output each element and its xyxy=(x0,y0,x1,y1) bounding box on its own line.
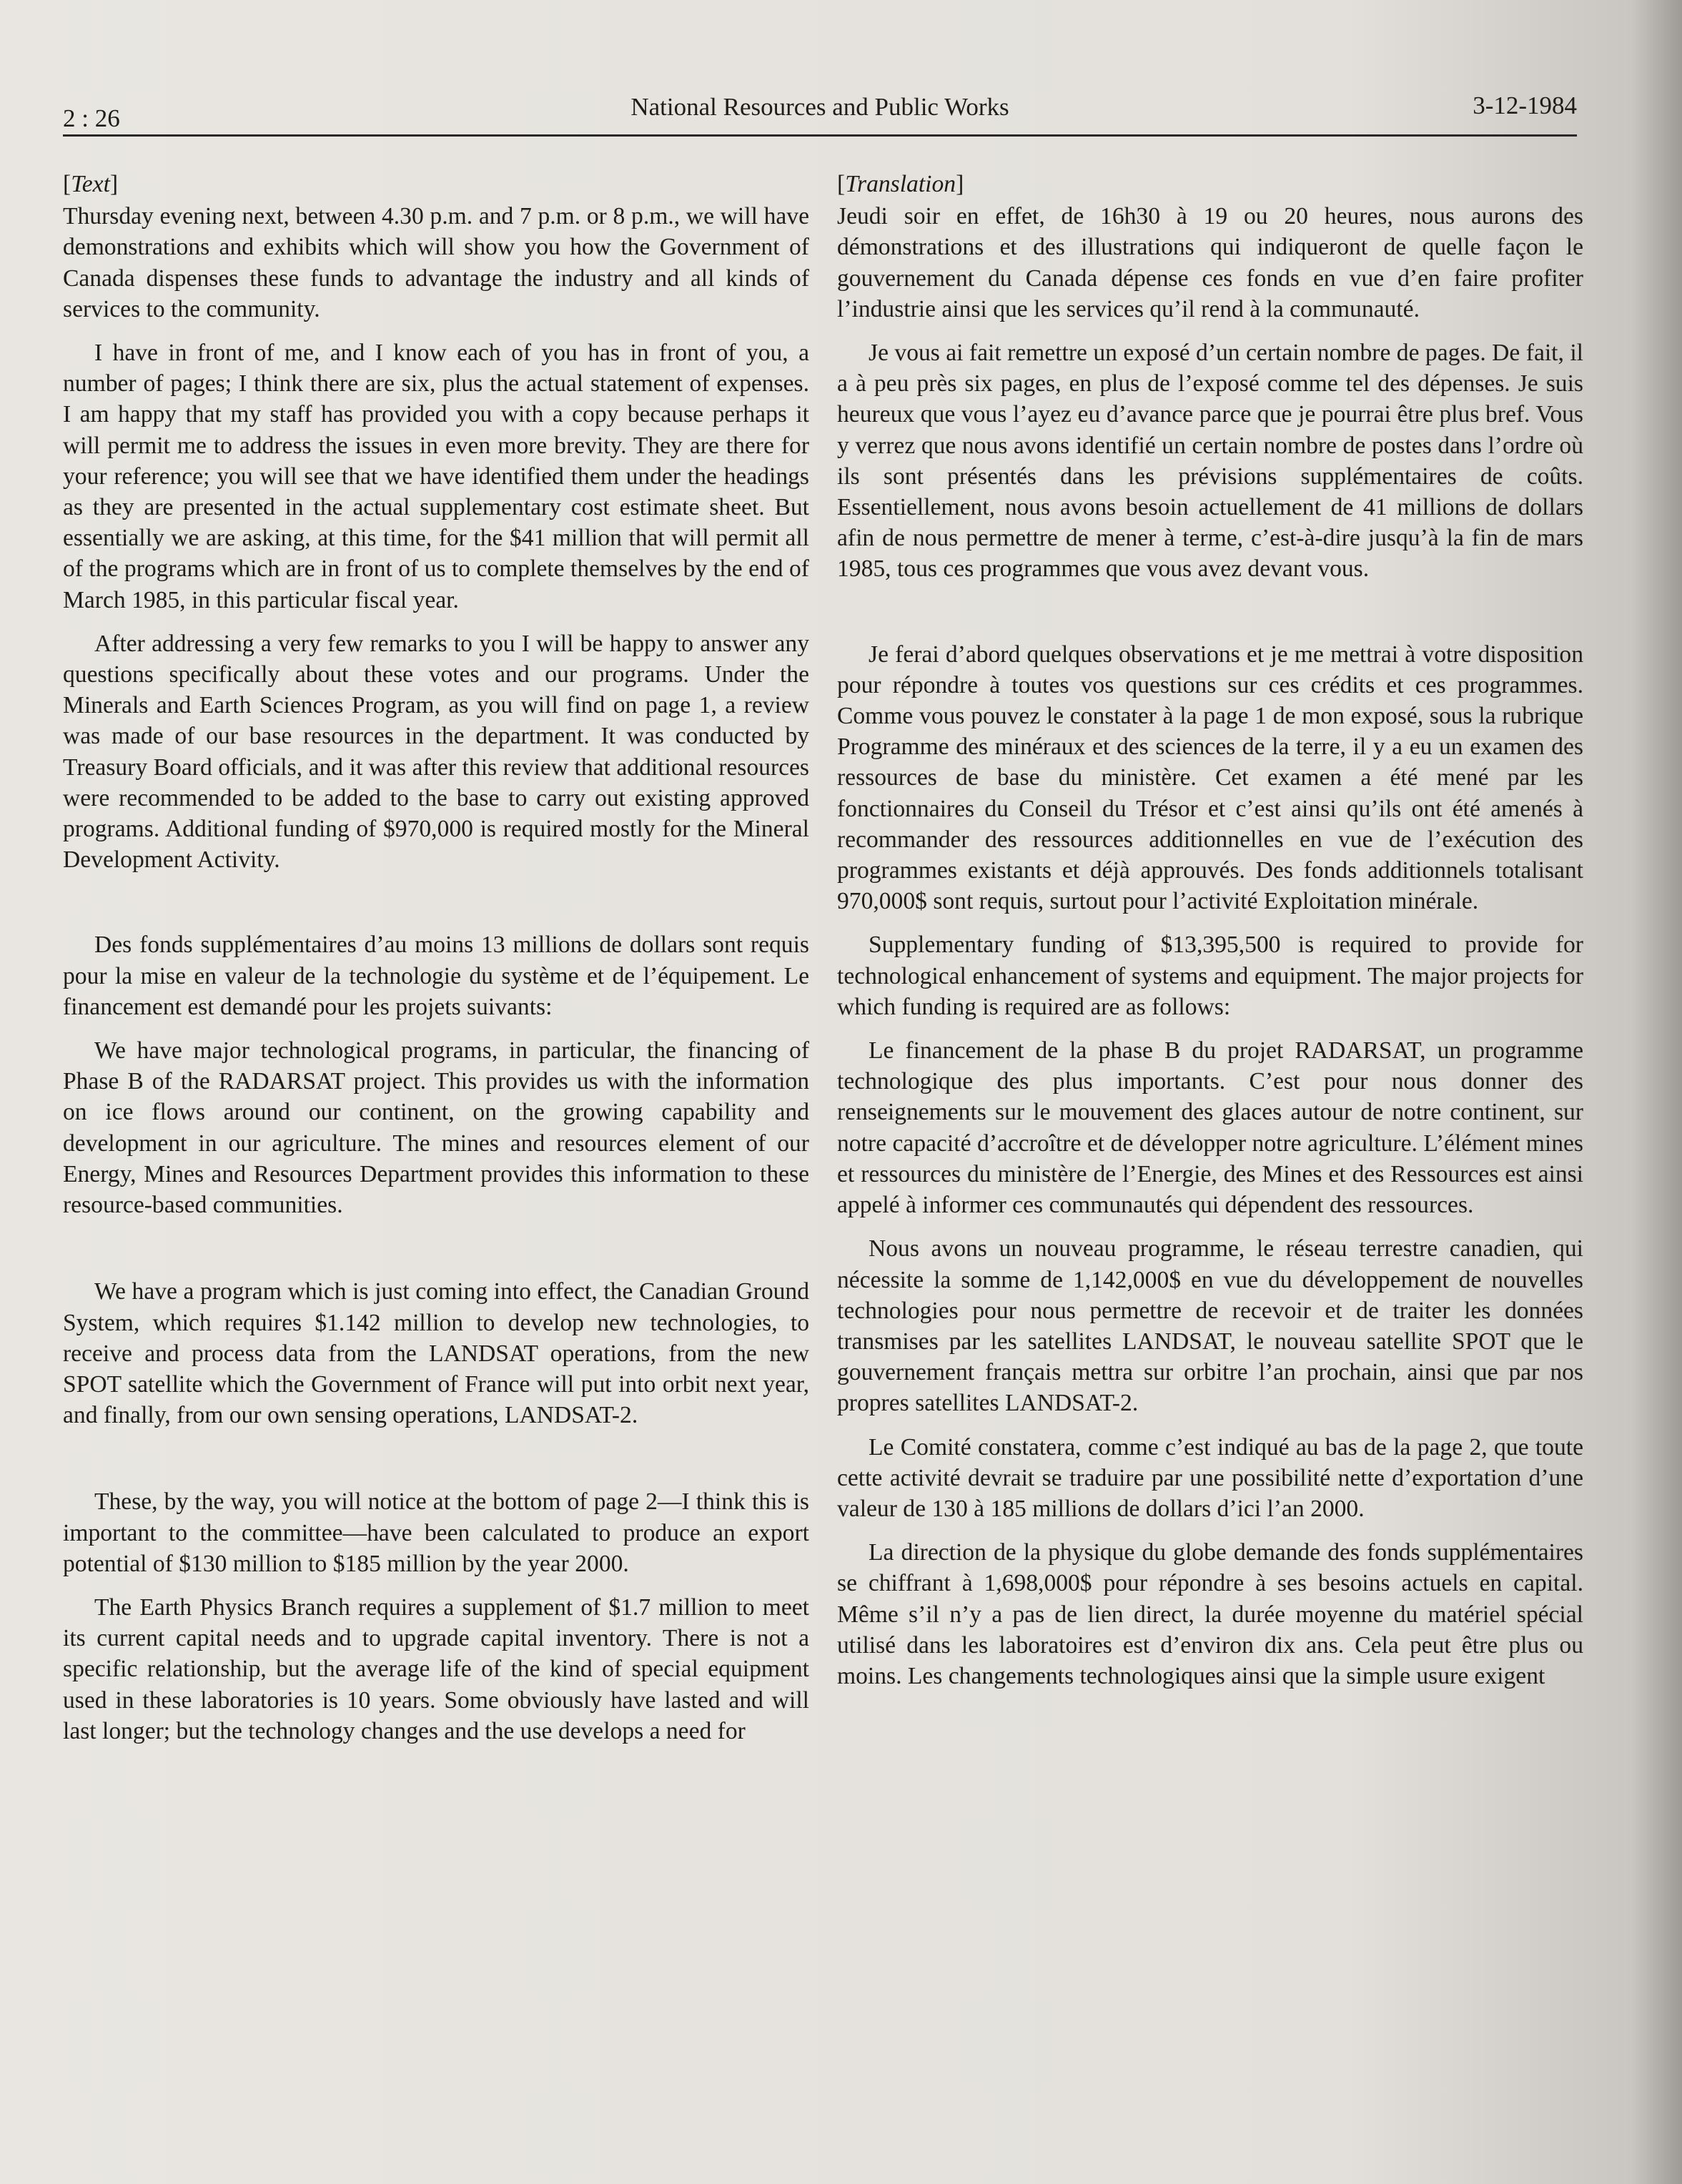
paragraph: After addressing a very few remarks to you I will be happy to answer any questions specifically about these votes and our programs. Under the Minerals and Earth Sciences Program, as you will find on page 1, a review was made of our base resources in the department. It was conducted by Treasury Board officials, and it was after this review that additional resources were recommended to be added to the base to carry out existing approved programs. Additional funding of $970,000 is required mostly for the Mineral Development Activity. xyxy=(63,630,809,874)
paragraph: Thursday evening next, between 4.30 p.m. and 7 p.m. or 8 p.m., we will have demonstrations and exhibits which will show you how the Government of Canada dispenses these funds to advantage the industry and all kinds of services to the community. xyxy=(63,203,809,322)
header-date: 3-12-1984 xyxy=(1473,92,1577,119)
paragraph: Des fonds supplémentaires d’au moins 13 millions de dollars sont requis pour la mise en valeur de la technologie du système et de l’équipement. Le financement est demandé pour les projets suivants: xyxy=(63,932,809,1020)
paragraph: Supplementary funding of $13,395,500 is required to provide for technological enhancement of systems and equipment. The major projects for which funding is required are as follows: xyxy=(837,932,1583,1020)
english-column xyxy=(63,169,809,1746)
paragraph: Le financement de la phase B du projet RADARSAT, un programme technologique des plus importants. C’est pour nous donner des renseignements sur le mouvement des glaces autour de notre continent, sur notre capacité d’accroître et de développer notre agriculture. L’élément mines et ressources du ministère de l’Energie, des Mines et des Ressources est ainsi appelé à informer ces communautés qui dépendent des ressources. xyxy=(837,1037,1583,1219)
paragraph: We have major technological programs, in particular, the financing of Phase B of the RADARSAT project. This provides us with the information on ice flows around our continent, on the growing capability and development in our agriculture. The mines and resources element of our Energy, Mines and Resources Department provides this information to these resource-based communities. xyxy=(63,1037,809,1219)
paragraph: We have a program which is just coming into effect, the Canadian Ground System, which requires $1.142 million to develop new technologies, to receive and process data from the LANDSAT operations, from the new SPOT satellite which the Government of France will put into orbit next year, and finally, from our own sensing operations, LANDSAT-2. xyxy=(63,1278,809,1429)
paragraph: These, by the way, you will notice at the bottom of page 2—I think this is important to the committee—have been calculated to produce an export potential of $130 million to $185 million by the year 2000. xyxy=(63,1488,809,1577)
paragraph: Je ferai d’abord quelques observations et je me mettrai à votre disposition pour répondre à toutes vos questions sur ces crédits et ces programmes. Comme vous pouvez le constater à la page 1 de mon exposé, sous la rubrique Programme des minéraux et des sciences de la terre, il y a eu un examen des ressources de base du ministère. Cet examen a été mené par les fonctionnaires du Conseil du Trésor et c’est ainsi qu’ils ont été amenés à recommander des ressources additionnelles en vue de l’exécution des programmes existants et déjà approuvés. Des fonds additionnels totalisant 970,000$ sont requis, surtout pour l’activité Exploitation minérale. xyxy=(837,641,1583,915)
paragraph: Le Comité constatera, comme c’est indiqué au bas de la page 2, que toute cette activité devrait se traduire par une possibilité nette d’exportation d’une valeur de 130 à 185 millions de dollars d’ici l’an 2000. xyxy=(837,1433,1583,1522)
paragraph: La direction de la physique du globe demande des fonds supplémentaires se chiffrant à 1,698,000$ pour répondre à ses besoins actuels en capital. Même s’il n’y a pas de lien direct, la durée moyenne du matériel spécial utilisé dans les laboratoires est d’environ dix ans. Cela peut être plus ou moins. Les changements technologiques ainsi que la simple usure exigent xyxy=(837,1539,1583,1689)
french-column xyxy=(837,169,1583,1691)
paragraph: Je vous ai fait remettre un exposé d’un certain nombre de pages. De fait, il a à peu près six pages, en plus de l’exposé comme tel des dépenses. Je suis heureux que vous l’ayez eu d’avance parce que je pourrai être plus bref. Vous y verrez que nous avons identifié un certain nombre de postes dans l’ordre où ils sont présentés dans les prévisions supplémentaires de coûts. Essentiellement, nous avons besoin actuellement de 41 millions de dollars afin de nous permettre de mener à terme, c’est-à-dire jusqu’à la fin de mars 1985, tous ces programmes que vous avez devant vous. xyxy=(837,340,1583,583)
column-label: [Text] xyxy=(63,171,119,197)
paragraph: I have in front of me, and I know each of you has in front of you, a number of pages; I think there are six, plus the actual statement of expenses. I am happy that my staff has provided you with a copy because perhaps it will permit me to address the issues in even more brevity. They are there for your reference; you will see that we have identified them under the headings as they are presented in the actual supplementary cost estimate sheet. But essentially we are asking, at this time, for the $41 million that will permit all of the programs which are in front of us to complete themselves by the end of March 1985, in this particular fiscal year. xyxy=(63,340,809,613)
page-header xyxy=(63,92,1577,137)
column-label: [Translation] xyxy=(837,171,964,197)
paragraph: Jeudi soir en effet, de 16h30 à 19 ou 20 heures, nous aurons des démonstrations et des illustrations qui indiqueront de quelle façon le gouvernement du Canada dépense ces fonds en vue d’en faire profiter l’industrie ainsi que les services qu’il rend à la communauté. xyxy=(837,203,1583,322)
running-title: National Resources and Public Works xyxy=(630,93,1009,121)
paragraph: Nous avons un nouveau programme, le réseau terrestre canadien, qui nécessite la somme de 1,142,000$ en vue du développement de nouvelles technologies pour nous permettre de recevoir et de traiter les données transmises par les satellites LANDSAT, le nouveau satellite SPOT que le gouvernement français mettra sur orbitre l’an prochain, ainsi que par nos propres satellites LANDSAT-2. xyxy=(837,1235,1583,1417)
page-number: 2 : 26 xyxy=(63,104,120,132)
paragraph: The Earth Physics Branch requires a supplement of $1.7 million to meet its current capital needs and to upgrade capital inventory. There is not a specific relationship, but the average life of the kind of special equipment used in these laboratories is 10 years. Some obviously have lasted and will last longer; but the technology changes and the use develops a need for xyxy=(63,1593,809,1744)
